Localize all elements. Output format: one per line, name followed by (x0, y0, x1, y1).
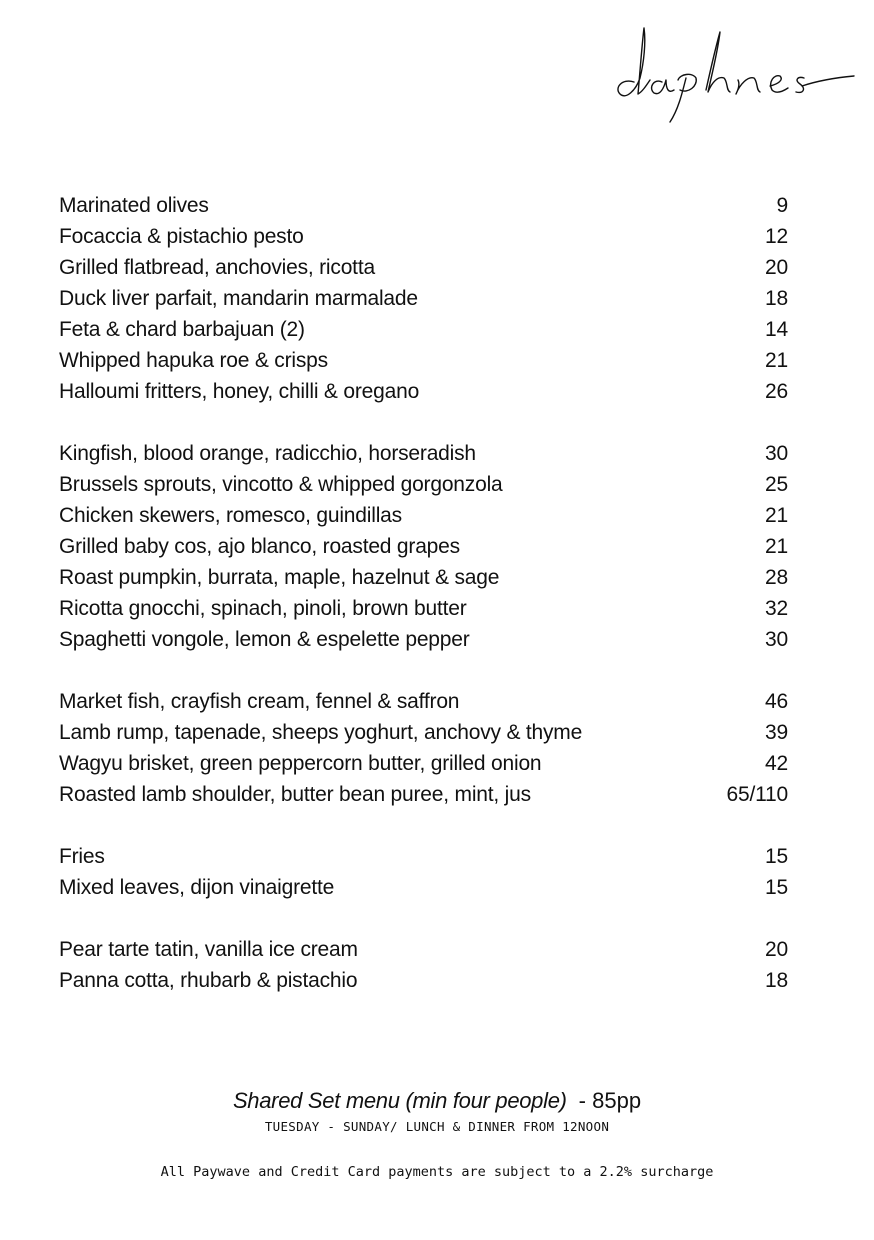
menu-item-price: 28 (765, 566, 788, 589)
menu-item-name: Mixed leaves, dijon vinaigrette (59, 876, 335, 899)
menu-item-price: 30 (765, 628, 788, 651)
menu-list (59, 190, 788, 1027)
menu-item-price: 20 (765, 256, 788, 279)
menu-section-small-plates (59, 438, 788, 655)
menu-item-name: Whipped hapuka roe & crisps (59, 349, 328, 372)
menu-item-price: 25 (765, 473, 788, 496)
menu-item-name: Marinated olives (59, 194, 209, 217)
menu-item-price: 18 (765, 287, 788, 310)
menu-item-name: Duck liver parfait, mandarin marmalade (59, 287, 418, 310)
menu-item-price: 42 (765, 752, 788, 775)
menu-item-name: Roasted lamb shoulder, butter bean puree, mint, jus (59, 783, 531, 806)
menu-item (59, 965, 788, 996)
menu-item (59, 531, 788, 562)
menu-section-snacks (59, 190, 788, 407)
menu-item (59, 624, 788, 655)
menu-section-sides (59, 841, 788, 903)
menu-item-price: 9 (776, 194, 788, 217)
menu-item (59, 345, 788, 376)
menu-item (59, 779, 788, 810)
menu-item-name: Feta & chard barbajuan (2) (59, 318, 305, 341)
menu-item (59, 469, 788, 500)
menu-item-price: 12 (765, 225, 788, 248)
menu-item-price: 21 (765, 535, 788, 558)
set-menu-price: - 85pp (578, 1088, 642, 1113)
menu-item-price: 21 (765, 349, 788, 372)
menu-item-name: Spaghetti vongole, lemon & espelette pepper (59, 628, 470, 651)
menu-item-name: Chicken skewers, romesco, guindillas (59, 504, 402, 527)
menu-item-name: Lamb rump, tapenade, sheeps yoghurt, anchovy & thyme (59, 721, 583, 744)
menu-item (59, 593, 788, 624)
menu-item-name: Ricotta gnocchi, spinach, pinoli, brown butter (59, 597, 467, 620)
menu-item-name: Market fish, crayfish cream, fennel & saffron (59, 690, 460, 713)
opening-hours: TUESDAY - SUNDAY/ LUNCH & DINNER FROM 12NOON (264, 1119, 610, 1134)
menu-section-desserts (59, 934, 788, 996)
set-menu-title: Shared Set menu (min four people) (232, 1088, 567, 1113)
menu-item-price: 26 (765, 380, 788, 403)
menu-item (59, 748, 788, 779)
menu-item-name: Panna cotta, rhubarb & pistachio (59, 969, 358, 992)
menu-item-price: 21 (765, 504, 788, 527)
menu-item-name: Brussels sprouts, vincotto & whipped gorgonzola (59, 473, 503, 496)
menu-item-name: Roast pumpkin, burrata, maple, hazelnut & sage (59, 566, 500, 589)
menu-item (59, 934, 788, 965)
menu-item-price: 30 (765, 442, 788, 465)
menu-item-name: Focaccia & pistachio pesto (59, 225, 304, 248)
menu-item (59, 686, 788, 717)
menu-item-name: Kingfish, blood orange, radicchio, horseradish (59, 442, 476, 465)
menu-item-name: Halloumi fritters, honey, chilli & oregano (59, 380, 420, 403)
menu-item (59, 841, 788, 872)
menu-item-price: 46 (765, 690, 788, 713)
menu-item (59, 438, 788, 469)
menu-item (59, 376, 788, 407)
menu-item-price: 15 (765, 845, 788, 868)
menu-item-price: 15 (765, 876, 788, 899)
menu-item-price: 32 (765, 597, 788, 620)
menu-item (59, 562, 788, 593)
menu-item-name: Grilled baby cos, ajo blanco, roasted grapes (59, 535, 460, 558)
menu-item-name: Wagyu brisket, green peppercorn butter, grilled onion (59, 752, 542, 775)
menu-item (59, 500, 788, 531)
menu-item (59, 190, 788, 221)
menu-item-price: 65/110 (726, 783, 788, 806)
menu-item-price: 20 (765, 938, 788, 961)
menu-item-name: Grilled flatbread, anchovies, ricotta (59, 256, 375, 279)
menu-item-price: 39 (765, 721, 788, 744)
menu-item (59, 252, 788, 283)
menu-item (59, 717, 788, 748)
daphnes-logo (608, 22, 858, 126)
menu-item-price: 14 (765, 318, 788, 341)
menu-item (59, 314, 788, 345)
menu-item (59, 872, 788, 903)
menu-item-name: Pear tarte tatin, vanilla ice cream (59, 938, 358, 961)
set-menu-line (0, 1086, 874, 1116)
menu-item-name: Fries (59, 845, 105, 868)
menu-section-mains (59, 686, 788, 810)
surcharge-notice: All Paywave and Credit Card payments are subject to a 2.2% surcharge (160, 1164, 714, 1180)
menu-item (59, 283, 788, 314)
menu-item-price: 18 (765, 969, 788, 992)
menu-item (59, 221, 788, 252)
